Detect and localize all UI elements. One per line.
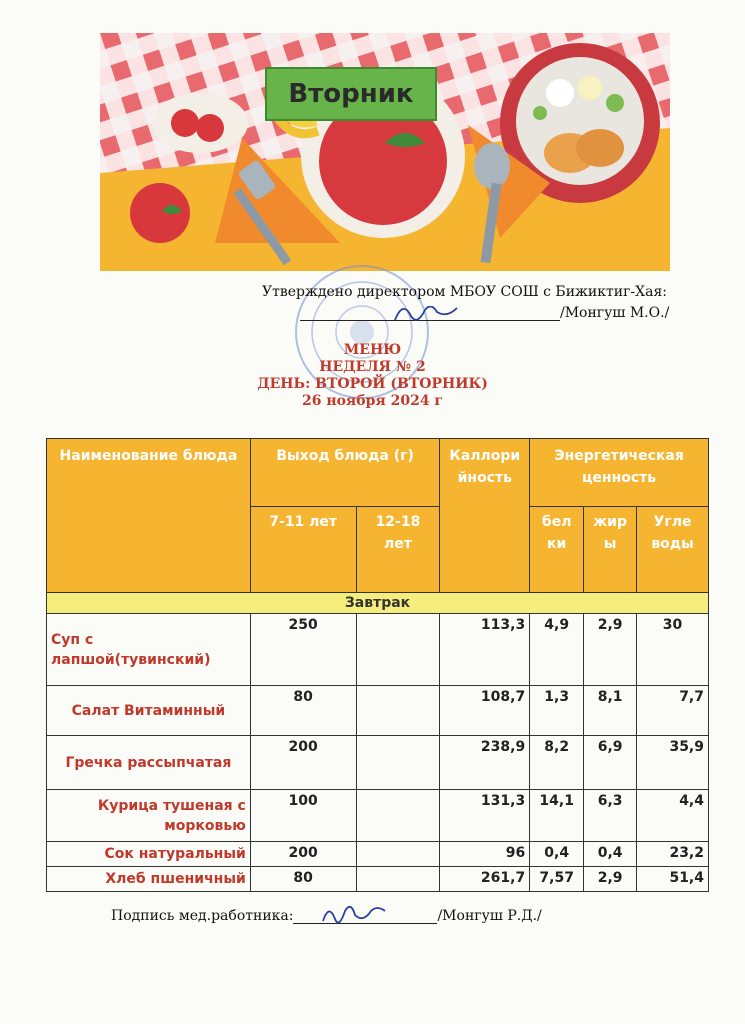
- section-breakfast: Завтрак: [47, 593, 709, 614]
- portion-7-11: 80: [250, 867, 356, 892]
- dish-name: Суп с лапшой(тувинский): [47, 614, 251, 686]
- portion-12-18: [356, 867, 440, 892]
- fats-value: 8,1: [584, 686, 637, 736]
- carbs-value: 30: [637, 614, 709, 686]
- nurse-signature-line: [111, 908, 542, 924]
- menu-heading: [0, 342, 745, 410]
- menu-date: 26 ноября 2024 г: [301, 393, 444, 409]
- portion-7-11: 80: [250, 686, 356, 736]
- portion-7-11: 250: [250, 614, 356, 686]
- calories-value: 131,3: [440, 790, 530, 842]
- day-title: Вторник: [288, 79, 414, 109]
- calories-value: 261,7: [440, 867, 530, 892]
- proteins-value: 1,3: [530, 686, 584, 736]
- table-row: [47, 614, 709, 686]
- approval-line: [262, 284, 667, 300]
- proteins-value: 0,4: [530, 842, 584, 867]
- director-signature: [300, 306, 560, 321]
- fats-value: 2,9: [584, 614, 637, 686]
- portion-12-18: [356, 614, 440, 686]
- header-age-12-18: 12-18 лет: [356, 507, 440, 593]
- carbs-value: 23,2: [637, 842, 709, 867]
- nurse-name: /Монгуш Р.Д./: [437, 908, 542, 924]
- approval-text: Утверждено директором МБОУ СОШ с Бижиктиг-Хая:: [262, 284, 667, 300]
- menu-title: МЕНЮ: [343, 342, 402, 358]
- proteins-value: 8,2: [530, 736, 584, 790]
- dish-name: Салат Витаминный: [47, 686, 251, 736]
- proteins-value: 7,57: [530, 867, 584, 892]
- nurse-label: Подпись мед.работника:: [111, 908, 294, 924]
- portion-7-11: 200: [250, 736, 356, 790]
- header-fats: жиры: [584, 507, 637, 593]
- fats-value: 6,9: [584, 736, 637, 790]
- portion-12-18: [356, 736, 440, 790]
- director-name: /Монгуш М.О./: [560, 305, 670, 321]
- day-title-plate: [265, 67, 437, 121]
- table-row: [47, 790, 709, 842]
- week-number: НЕДЕЛЯ № 2: [319, 359, 426, 375]
- proteins-value: 14,1: [530, 790, 584, 842]
- table-row: [47, 686, 709, 736]
- header-age-7-11: 7-11 лет: [250, 507, 356, 593]
- dish-name: Сок натуральный: [47, 842, 251, 867]
- header-name: Наименование блюда: [47, 439, 251, 593]
- fats-value: 2,9: [584, 867, 637, 892]
- menu-banner: [100, 33, 670, 271]
- calories-value: 238,9: [440, 736, 530, 790]
- portion-12-18: [356, 686, 440, 736]
- table-row: [47, 842, 709, 867]
- portion-7-11: 100: [250, 790, 356, 842]
- approval-signature-line: [300, 305, 669, 321]
- calories-value: 96: [440, 842, 530, 867]
- dish-name: Курица тушеная с морковью: [47, 790, 251, 842]
- calories-value: 113,3: [440, 614, 530, 686]
- table-row: [47, 867, 709, 892]
- fats-value: 6,3: [584, 790, 637, 842]
- menu-table: [46, 438, 709, 892]
- portion-7-11: 200: [250, 842, 356, 867]
- day-name: ДЕНЬ: ВТОРОЙ (ВТОРНИК): [257, 376, 488, 392]
- portion-12-18: [356, 842, 440, 867]
- carbs-value: 51,4: [637, 867, 709, 892]
- dish-name: Гречка рассыпчатая: [47, 736, 251, 790]
- director-signature-mark: [300, 306, 560, 322]
- header-calories: Каллорийность: [440, 439, 530, 593]
- carbs-value: 4,4: [637, 790, 709, 842]
- header-output: Выход блюда (г): [250, 439, 440, 507]
- header-proteins: белки: [530, 507, 584, 593]
- dish-name: Хлеб пшеничный: [47, 867, 251, 892]
- carbs-value: 35,9: [637, 736, 709, 790]
- nurse-signature: [293, 909, 437, 924]
- table-row: [47, 736, 709, 790]
- proteins-value: 4,9: [530, 614, 584, 686]
- portion-12-18: [356, 790, 440, 842]
- header-energy: Энергетическая ценность: [530, 439, 709, 507]
- fats-value: 0,4: [584, 842, 637, 867]
- calories-value: 108,7: [440, 686, 530, 736]
- carbs-value: 7,7: [637, 686, 709, 736]
- header-carbs: Углеводы: [637, 507, 709, 593]
- nurse-signature-mark: [293, 903, 437, 925]
